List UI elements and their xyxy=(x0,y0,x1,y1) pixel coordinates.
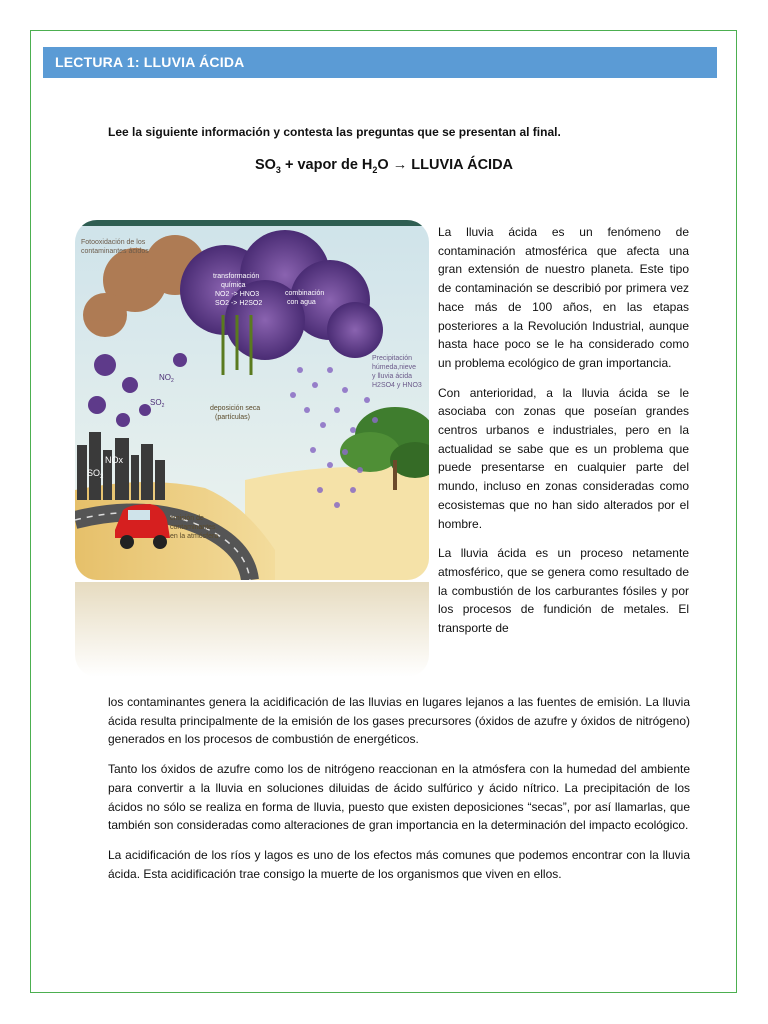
figure-reflection xyxy=(75,582,429,677)
paragraph-3: La lluvia ácida es un proceso netamente atmosférico, que se genera como resultado de la combustión de los carburantes fósiles y por los procesos de fundición de metales. El transporte de xyxy=(438,546,689,636)
label-so2b-sub: 2 xyxy=(161,403,165,409)
eq-result: LLUVIA ÁCIDA xyxy=(407,157,514,173)
label-precip-3: y lluvia ácida xyxy=(372,373,413,380)
eq-o: O xyxy=(377,157,393,173)
label-combination-2: con agua xyxy=(287,299,316,306)
label-precip-1: Precipitación xyxy=(372,355,413,362)
label-no2-sub: 2 xyxy=(171,378,174,384)
label-emission-1: emisión de xyxy=(170,515,204,522)
label-so2-main: SO xyxy=(87,468,101,478)
label-dry-2: (partículas) xyxy=(215,414,251,421)
label-transform-1: transformación xyxy=(213,273,260,280)
label-transform-4: SO2 -> H2SO2 xyxy=(215,300,263,307)
eq-so: SO xyxy=(254,157,276,173)
instructions: Lee la siguiente información y contesta las preguntas que se presentan al final. xyxy=(108,125,561,139)
label-precip-4: H2SO4 y HNO3 xyxy=(372,382,422,389)
label-transform-2: química xyxy=(221,282,246,289)
paragraph-5: La acidificación de los ríos y lagos es uno de los efectos más comunes que podemos encontrar con la lluvia ácida. Esta acidificación trae consigo la muerte de los organismos que viven en ellos. xyxy=(108,847,690,881)
side-column-text xyxy=(438,223,689,649)
paragraph-4: Tanto los óxidos de azufre como los de nitrógeno reaccionan en la atmósfera con la humedad del ambiente para convertir a la lluvia en soluciones diluidas de ácido sulfúrico y ácido nítrico. La precipitación de los ácidos no sólo se realiza en forma de lluvia, puesto que existen deposiciones “secas”, por así llamarlas, que también son consideradas como alteraciones de gran importancia en la determinación del impacto ecológico. xyxy=(108,762,690,833)
full-width-text xyxy=(108,693,690,894)
label-precip-2: húmeda,nieve xyxy=(372,364,416,371)
top-band xyxy=(75,220,429,226)
paragraph-1: La lluvia ácida es un fenómeno de contaminación atmosférica que afecta una gran extensión de nuestro planeta. Este tipo de contaminación se describió por primera vez hace más de 100 años, en las etapas posteriores a la Revolución Industrial, aunque hasta hace poco se le ha considerado como un problema ecológico de gran importancia. xyxy=(438,225,689,370)
label-so2b-main: SO xyxy=(150,398,162,407)
label-combination-1: combinación xyxy=(285,290,325,297)
eq-h-sub: 2 xyxy=(372,164,378,175)
eq-middle: + vapor de H xyxy=(280,157,373,173)
label-no2-main: NO xyxy=(159,373,171,382)
chemical-equation xyxy=(0,157,768,175)
paragraph-2: Con anterioridad, a la lluvia ácida se le asociaba con zonas que poseían grandes centros urbanos e industriales, pero en la actualidad se sabe que es un problema que puede presentarse en cualquier parte del mundo, incluso en zonas consideradas como ecosistemas que no han sido alterados por el hombre. xyxy=(438,385,689,531)
acid-rain-diagram xyxy=(75,220,429,580)
label-photooxidation-1: Fotooxidación de los xyxy=(81,239,146,246)
lecture-title: LECTURA 1: LLUVIA ÁCIDA xyxy=(43,47,717,78)
label-emission-2: contaminantes xyxy=(170,524,216,531)
label-photooxidation-2: contaminantes ácidos xyxy=(81,248,149,255)
label-emission-3: en la atmósfera xyxy=(170,533,219,540)
label-nox: NOx xyxy=(105,455,123,465)
label-so2-sub: 2 xyxy=(100,474,104,480)
right-arrow-icon: → xyxy=(392,157,408,173)
label-transform-3: NO2 -> HNO3 xyxy=(215,291,260,298)
eq-so-sub: 3 xyxy=(275,164,281,175)
label-dry-1: deposición seca xyxy=(210,405,261,412)
paragraph-3-continued: los contaminantes genera la acidificación de las lluvias en lugares lejanos a las fuentes de emisión. La lluvia ácida resulta principalmente de la emisión de los gases precursores (óxidos de azufre y óxidos de nitrógeno) generados en los procesos de combustión de energéticos. xyxy=(108,695,690,747)
